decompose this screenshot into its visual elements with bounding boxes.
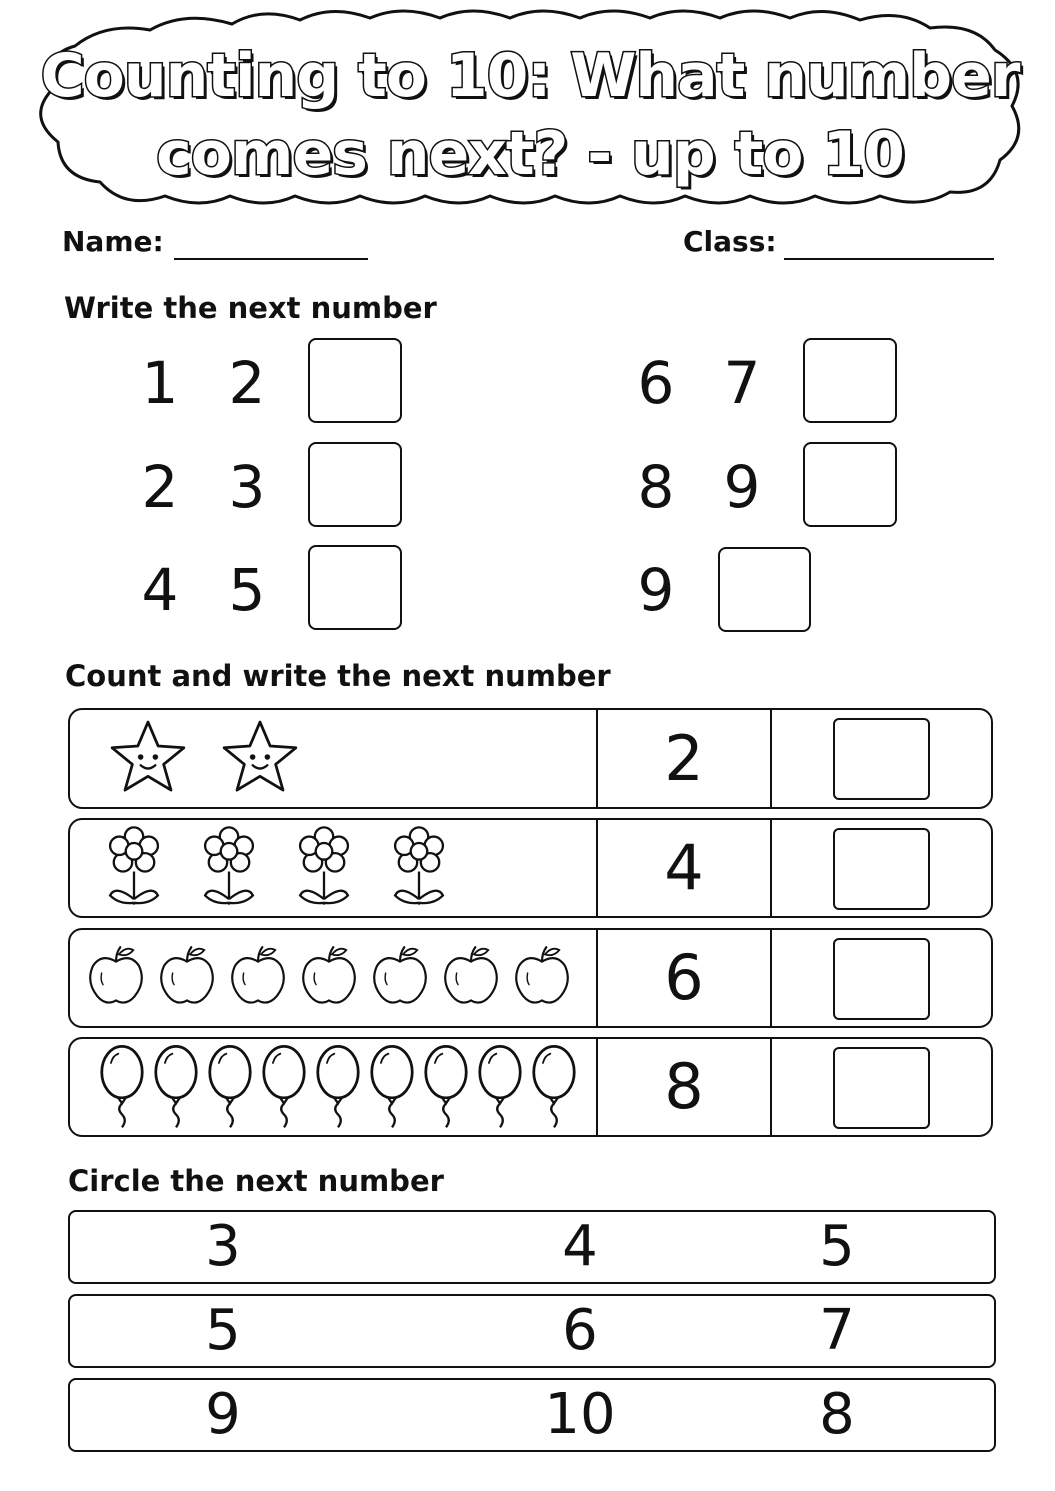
title-line-2: comes next? - up to 10 bbox=[156, 119, 904, 189]
apple-icon bbox=[506, 940, 578, 1012]
circle-row bbox=[68, 1210, 996, 1284]
number-option[interactable]: 5 bbox=[819, 1214, 855, 1279]
answer-box[interactable] bbox=[833, 828, 930, 910]
sequence-number: 9 bbox=[637, 556, 675, 624]
write-next-heading: Write the next number bbox=[64, 291, 437, 325]
number-option[interactable]: 10 bbox=[544, 1382, 616, 1447]
answer-box[interactable] bbox=[308, 338, 402, 423]
count-row bbox=[68, 708, 993, 809]
sequence-number: 8 bbox=[637, 453, 675, 521]
circle-row bbox=[68, 1294, 996, 1368]
sequence-number: 3 bbox=[228, 453, 266, 521]
answer-box[interactable] bbox=[833, 718, 930, 800]
circle-next-heading: Circle the next number bbox=[68, 1164, 444, 1198]
picture-group bbox=[70, 710, 596, 807]
answer-box[interactable] bbox=[308, 442, 402, 527]
answer-box[interactable] bbox=[803, 338, 897, 423]
column-divider bbox=[770, 1039, 772, 1135]
sequence-number: 9 bbox=[723, 453, 761, 521]
answer-box[interactable] bbox=[833, 938, 930, 1020]
sequence-number: 2 bbox=[141, 453, 179, 521]
row-number: 8 bbox=[664, 1050, 704, 1123]
flower-icon bbox=[373, 820, 465, 912]
number-option[interactable]: 7 bbox=[819, 1298, 855, 1363]
class-label: Class: bbox=[683, 225, 777, 258]
count-write-heading: Count and write the next number bbox=[65, 659, 611, 693]
number-option[interactable]: 6 bbox=[562, 1298, 598, 1363]
count-row bbox=[68, 1037, 993, 1137]
column-divider bbox=[770, 820, 772, 916]
apple-icon bbox=[151, 940, 223, 1012]
row-number: 4 bbox=[664, 831, 704, 904]
star-icon bbox=[214, 711, 306, 803]
picture-group bbox=[70, 1039, 596, 1135]
flower-icon bbox=[278, 820, 370, 912]
apple-icon bbox=[293, 940, 365, 1012]
count-row bbox=[68, 818, 993, 918]
picture-group bbox=[70, 930, 596, 1026]
row-number: 6 bbox=[664, 941, 704, 1014]
sequence-number: 6 bbox=[637, 349, 675, 417]
apple-icon bbox=[435, 940, 507, 1012]
name-field[interactable] bbox=[174, 258, 368, 260]
sequence-number: 1 bbox=[141, 349, 179, 417]
sequence-number: 4 bbox=[141, 556, 179, 624]
apple-icon bbox=[222, 940, 294, 1012]
title-line-1: Counting to 10: What number bbox=[40, 41, 1020, 111]
number-option[interactable]: 5 bbox=[205, 1298, 241, 1363]
apple-icon bbox=[80, 940, 152, 1012]
star-icon bbox=[102, 711, 194, 803]
count-row bbox=[68, 928, 993, 1028]
sequence-number: 7 bbox=[723, 349, 761, 417]
column-divider bbox=[770, 710, 772, 807]
picture-group bbox=[70, 820, 596, 916]
answer-box[interactable] bbox=[803, 442, 897, 527]
number-option[interactable]: 4 bbox=[562, 1214, 598, 1279]
class-field[interactable] bbox=[784, 258, 994, 260]
answer-box[interactable] bbox=[718, 547, 811, 632]
flower-icon bbox=[88, 820, 180, 912]
number-option[interactable]: 9 bbox=[205, 1382, 241, 1447]
name-label: Name: bbox=[62, 225, 164, 258]
sequence-number: 5 bbox=[228, 556, 266, 624]
answer-box[interactable] bbox=[308, 545, 402, 630]
answer-box[interactable] bbox=[833, 1047, 930, 1129]
balloon-icon bbox=[508, 1039, 600, 1131]
column-divider bbox=[770, 930, 772, 1026]
sequence-number: 2 bbox=[228, 349, 266, 417]
circle-row bbox=[68, 1378, 996, 1452]
number-option[interactable]: 8 bbox=[819, 1382, 855, 1447]
row-number: 2 bbox=[664, 721, 704, 795]
apple-icon bbox=[364, 940, 436, 1012]
flower-icon bbox=[183, 820, 275, 912]
number-option[interactable]: 3 bbox=[205, 1214, 241, 1279]
